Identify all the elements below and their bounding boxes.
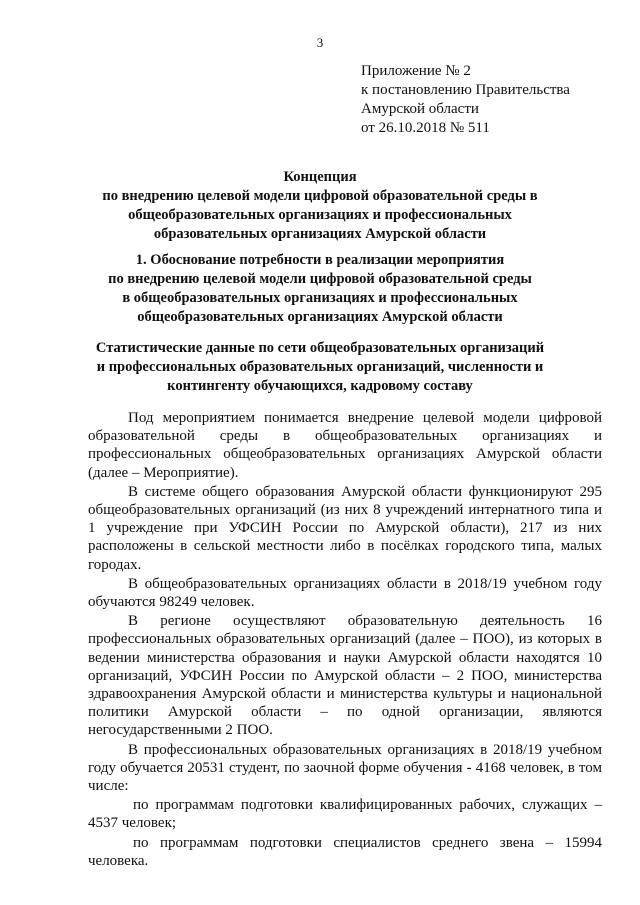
paragraph: В системе общего образования Амурской области функционируют 295 общеобразовательных организаций (из них 8 учреждений интернатного типа и 1 учреждение при УФСИН России по Амурской области), 217 из них расположены в сельской местности либо в посёлках городского типа, малых городах. — [88, 483, 602, 573]
list-item: по программам подготовки квалифицированных рабочих, служащих – 4537 человек; — [88, 797, 602, 832]
title-line: по внедрению целевой модели цифровой образовательной среды в — [102, 188, 538, 204]
appendix-reference — [361, 62, 570, 138]
section-heading-line: по внедрению целевой модели цифровой образовательной среды — [108, 271, 532, 287]
appendix-line: Приложение № 2 — [361, 63, 471, 79]
paragraph: В общеобразовательных организациях области в 2018/19 учебном году обучаются 98249 человек. — [88, 575, 602, 611]
subsection-heading — [90, 339, 550, 396]
subsection-heading-line: Статистические данные по сети общеобразовательных организаций — [95, 340, 545, 356]
document-title — [90, 168, 550, 244]
appendix-line: Амурской области — [361, 101, 479, 117]
appendix-line: от 26.10.2018 № 511 — [361, 120, 490, 136]
section-heading — [90, 251, 550, 327]
title-line: общеобразовательных организациях и профессиональных — [128, 207, 512, 223]
paragraph: Под мероприятием понимается внедрение целевой модели цифровой образовательной среды в общеобразовательных организациях и профессиональных общеобразовательных организациях Амурской области (далее – Мероприятие). — [88, 410, 602, 481]
title-line: образовательных организациях Амурской области — [153, 226, 487, 242]
paragraph: В профессиональных образовательных организациях в 2018/19 учебном году обучается 20531 студент, по заочной форме обучения - 4168 человек, в том числе: — [88, 741, 602, 795]
subsection-heading-line: контингенту обучающихся, кадровому составу — [167, 378, 473, 394]
paragraph: В регионе осуществляют образовательную деятельность 16 профессиональных образовательных организаций (далее – ПОО), из которых в ведении министерства образования и науки Амурской области находятся 10 организаций, УФСИН России по Амурской области – 2 ПОО, министерства здравоохранения Амурской области и министерства культуры и национальной политики Амурской области – по одной организации, являются негосударственными 2 ПОО. — [88, 613, 602, 739]
list-item: по программам подготовки специалистов среднего звена – 15994 человека. — [88, 834, 602, 869]
body-text — [88, 409, 602, 871]
subsection-heading-line: и профессиональных образовательных организаций, численности и — [96, 359, 544, 375]
page-number: 3 — [316, 35, 324, 50]
title-line: Концепция — [283, 169, 357, 185]
section-heading-line: общеобразовательных организациях Амурской области — [137, 309, 503, 325]
appendix-line: к постановлению Правительства — [361, 82, 570, 98]
section-heading-line: 1. Обоснование потребности в реализации мероприятия — [135, 252, 505, 268]
section-heading-line: в общеобразовательных организациях и профессиональных — [122, 290, 518, 306]
